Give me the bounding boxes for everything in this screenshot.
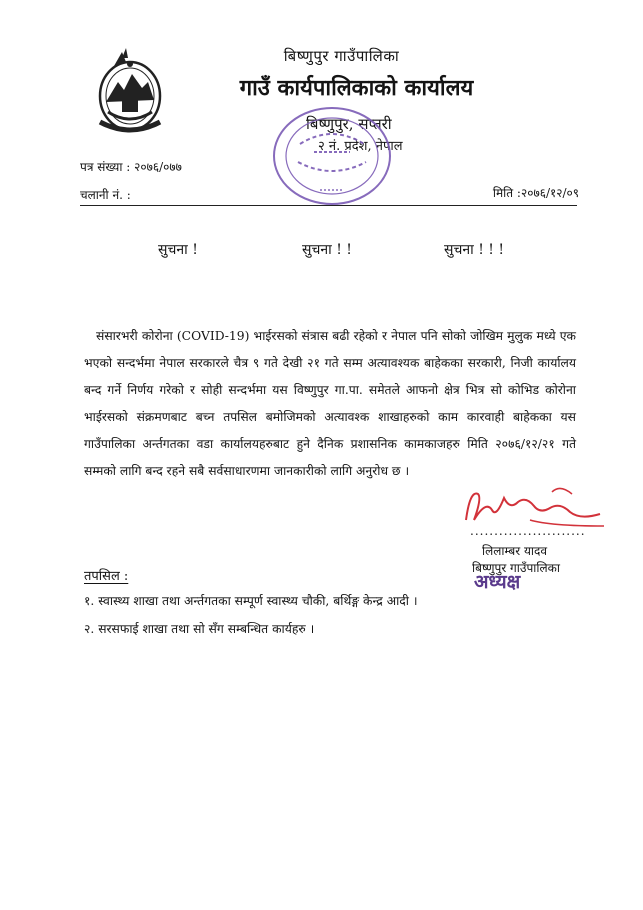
notice-heading-1: सुचना !	[158, 242, 198, 258]
letter-number: पत्र संख्या : २०७६/०७७	[80, 160, 182, 174]
detail-item: १. स्वास्थ्य शाखा तथा अर्न्तगतका सम्पूर्ण स्वास्थ्य चौकी, बर्थिङ्ग केन्द्र आदी ।	[84, 594, 418, 608]
notice-body: संसारभरी कोरोना (COVID-19) भाईरसको संत्रास बढी रहेको र नेपाल पनि सोको जोखिम मुलुक मध्ये एक भएको सन्दर्भमा नेपाल सरकारले चैत्र ९ गते देखी २१ गते सम्म अत्यावश्यक बाहेकका सरकारी, निजी कार्यालय बन्द गर्ने निर्णय गरेको र सोही सन्दर्भमा यस विष्णुपुर गा.पा. समेतले आफनो क्षेत्र भित्र सो कोभिड कोरोना भाईरसको संक्रमणबाट बच्न तपसिल बमोजिमको अत्यावश्क शाखाहरुको काम कारवाही बाहेकका यस गाउँपालिका अर्न्तगतका वडा कार्यालयहरुबाट हुने दैनिक प्रशासनिक कामकाजहरु मिति २०७६/१२/२१ गते सम्मको लागि बन्द रहने सबै सर्वसाधारणमा जानकारीको लागि अनुरोध छ ।	[84, 329, 576, 478]
notice-heading-3: सुचना ! ! !	[444, 242, 504, 258]
municipality-name: बिष्णुपुर गाउँपालिका	[283, 47, 400, 65]
signatory-title: अध्यक्ष	[474, 571, 521, 593]
office-name: गाउँ कार्यपालिकाको कार्यालय	[239, 75, 474, 101]
office-seal-stamp-icon	[270, 104, 394, 208]
dispatch-number: चलानी नं. :	[80, 188, 131, 202]
office-province: २ नं. प्रदेश, नेपाल	[318, 139, 403, 154]
signature-line: ........................	[470, 524, 586, 538]
office-location: बिष्णुपुर, सप्तरी	[306, 115, 392, 133]
signatory-name: लिलाम्बर यादव	[482, 544, 548, 558]
header-divider	[80, 205, 577, 206]
details-title: तपसिल :	[84, 569, 129, 584]
letter-date: मिति :२०७६/१२/०९	[492, 186, 579, 200]
detail-item: २. सरसफाई शाखा तथा सो सँग सम्बन्धित कार्यहरु ।	[84, 622, 315, 636]
signatory-office: बिष्णुपुर गाउँपालिका	[472, 561, 560, 575]
notice-heading-2: सुचना ! !	[302, 242, 352, 258]
